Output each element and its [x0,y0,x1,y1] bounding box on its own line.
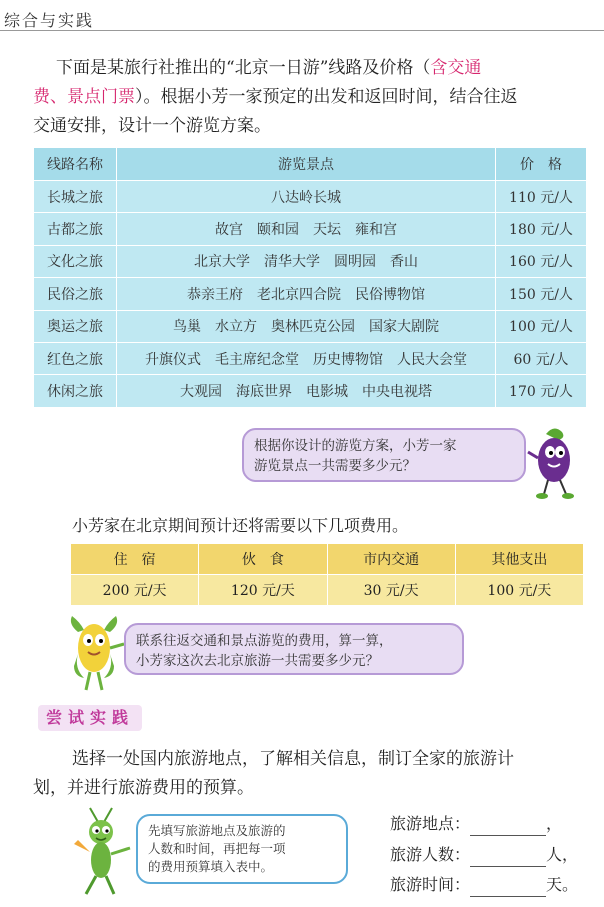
form-place-row [390,812,562,836]
route-name: 奥运之旅 [34,310,117,342]
routes-table [33,147,587,408]
grasshopper-mascot-icon [68,808,138,898]
route-price: 160 元/人 [496,245,587,277]
route-name: 文化之旅 [34,245,117,277]
people-end: 人， [546,845,579,864]
practice-line-2: 划，并进行旅游费用的预算。 [33,778,254,798]
col-header-sights: 游览景点 [117,148,496,181]
fees-table-values [71,575,584,606]
fees-table-header [71,544,584,575]
table-row [34,342,587,374]
table-row [34,181,587,213]
route-sights: 大观园 海底世界 电影城 中央电视塔 [117,375,496,407]
route-name: 民俗之旅 [34,278,117,310]
header-rule [0,30,604,31]
route-sights: 故宫 颐和园 天坛 雍和宫 [117,213,496,245]
route-sights: 恭亲王府 老北京四合院 民俗博物馆 [117,278,496,310]
form-people-row [390,843,578,867]
corn-speech-bubble [124,623,464,675]
route-name: 休闲之旅 [34,375,117,407]
route-price: 180 元/人 [496,213,587,245]
route-sights: 升旗仪式 毛主席纪念堂 历史博物馆 人民大会堂 [117,342,496,374]
route-sights: 北京大学 清华大学 圆明园 香山 [117,245,496,277]
intro-line-3: 交通安排，设计一个游览方案。 [33,116,271,136]
table-row [34,375,587,407]
grasshopper-speech-bubble [136,814,348,884]
fee-header-lodging: 住 宿 [71,544,199,575]
fee-header-other: 其他支出 [455,544,583,575]
table-row [34,213,587,245]
table-row [34,278,587,310]
route-name: 红色之旅 [34,342,117,374]
route-sights: 鸟巢 水立方 奥林匹克公园 国家大剧院 [117,310,496,342]
time-end: 天。 [546,875,579,894]
fee-value-transport: 30 元/天 [327,575,455,606]
practice-line-1: 选择一处国内旅游地点，了解相关信息，制订全家的旅游计 [72,749,514,769]
route-price: 100 元/人 [496,310,587,342]
fee-header-food: 伙 食 [199,544,327,575]
intro-text-a: 下面是某旅行社推出的“北京一日游”线路及价格（ [56,58,431,78]
fee-value-food: 120 元/天 [199,575,327,606]
page-header [0,0,604,34]
route-sights: 八达岭长城 [117,181,496,213]
time-label: 旅游时间： [390,875,471,894]
fees-table [70,543,584,606]
route-price: 60 元/人 [496,342,587,374]
intro-line-1 [56,54,481,83]
fee-value-other: 100 元/天 [455,575,583,606]
intro-text-b: ）。根据小芳一家预定的出发和返回时间，结合往返 [135,87,518,107]
people-label: 旅游人数： [390,845,471,864]
col-header-route: 线路名称 [34,148,117,181]
eggplant-bubble-line-1: 根据你设计的游览方案，小芳一家 [254,438,457,454]
table-row [34,245,587,277]
corn-bubble-line-2: 小芳家这次去北京旅游一共需要多少元？ [136,653,379,669]
route-price: 150 元/人 [496,278,587,310]
time-blank-field[interactable] [470,878,546,897]
routes-table-header [34,148,587,181]
intro-line-2 [33,83,518,112]
route-name: 古都之旅 [34,213,117,245]
fee-value-lodging: 200 元/天 [71,575,199,606]
form-time-row [390,873,578,897]
section-header-title: 综合与实践 [4,11,95,30]
fee-header-transport: 市内交通 [327,544,455,575]
corn-bubble-line-1: 联系往返交通和景点游览的费用，算一算， [136,633,393,649]
place-end: ， [546,814,563,833]
people-blank-field[interactable] [470,848,546,867]
intro-note-pink-b: 费、景点门票 [33,87,135,107]
fees-intro-text: 小芳家在北京期间预计还将需要以下几项费用。 [72,516,409,535]
eggplant-mascot-icon [526,424,592,500]
corn-mascot-icon [66,614,128,696]
grasshopper-bubble-line-1: 先填写旅游地点及旅游的 [148,823,286,838]
place-label: 旅游地点： [390,814,471,833]
grasshopper-bubble-line-3: 的费用预算填入表中。 [148,859,274,874]
route-name: 长城之旅 [34,181,117,213]
table-row [34,310,587,342]
eggplant-bubble-line-2: 游览景点一共需要多少元？ [254,458,416,474]
practice-section-title: 尝试实践 [38,705,142,731]
col-header-price: 价 格 [496,148,587,181]
grasshopper-bubble-line-2: 人数和时间，再把每一项 [148,841,286,856]
intro-note-pink-a: 含交通 [430,58,482,78]
place-blank-field[interactable] [470,817,546,836]
route-price: 110 元/人 [496,181,587,213]
eggplant-speech-bubble [242,428,526,482]
route-price: 170 元/人 [496,375,587,407]
